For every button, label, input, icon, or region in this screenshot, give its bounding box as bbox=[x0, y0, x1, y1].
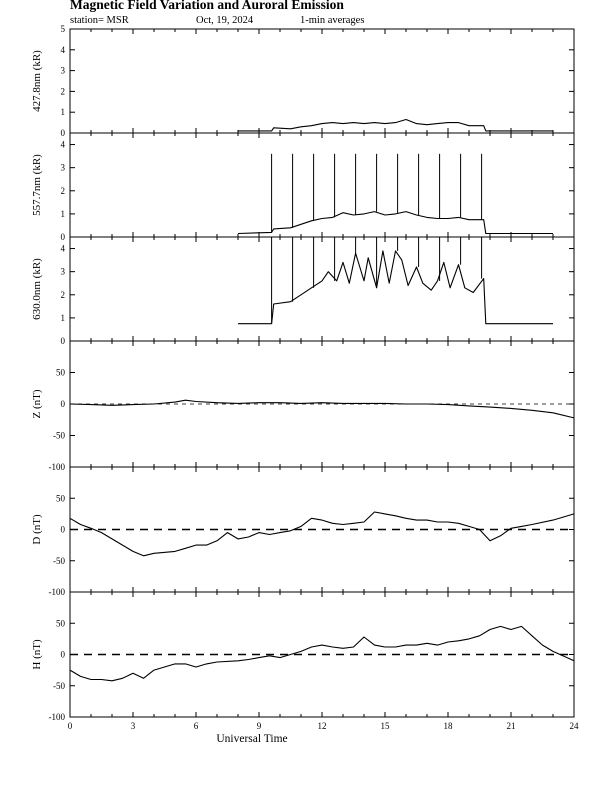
y-axis-label: 427.8nm (kR) bbox=[31, 50, 43, 112]
averaging-label: 1-min averages bbox=[300, 15, 365, 26]
y-tick-label: 0 bbox=[60, 336, 65, 346]
y-axis-label: 557.7nm (kR) bbox=[31, 154, 43, 216]
series-line bbox=[238, 120, 553, 131]
panel-frame bbox=[70, 237, 574, 341]
x-tick-label: 21 bbox=[506, 721, 516, 731]
y-tick-label: 1 bbox=[60, 312, 65, 323]
x-tick-label: 24 bbox=[569, 721, 579, 731]
series-line bbox=[70, 626, 574, 680]
y-tick-label: 0 bbox=[60, 649, 65, 660]
x-tick-label: 12 bbox=[317, 721, 327, 731]
series-line bbox=[70, 400, 574, 418]
y-tick-label: 0 bbox=[60, 524, 65, 535]
x-tick-label: 6 bbox=[193, 721, 199, 731]
date-label: Oct, 19, 2024 bbox=[196, 15, 254, 26]
y-tick-label: -50 bbox=[53, 555, 65, 566]
y-tick-label: -100 bbox=[48, 587, 65, 597]
y-tick-label: 50 bbox=[56, 367, 65, 378]
y-tick-label: 0 bbox=[60, 128, 65, 138]
panel-5 bbox=[31, 592, 579, 745]
y-axis-label: 630.0nm (kR) bbox=[31, 258, 43, 320]
x-tick-label: 15 bbox=[380, 721, 390, 731]
y-tick-label: -50 bbox=[53, 680, 65, 691]
panel-0 bbox=[31, 24, 574, 138]
y-tick-label: 2 bbox=[60, 86, 65, 97]
panels bbox=[31, 24, 579, 745]
y-tick-label: -100 bbox=[48, 712, 65, 722]
x-axis-label: Universal Time bbox=[216, 733, 288, 745]
y-tick-label: 4 bbox=[60, 44, 65, 55]
y-axis-label: Z (nT) bbox=[31, 389, 43, 419]
panel-1 bbox=[31, 133, 574, 242]
panel-3 bbox=[31, 341, 574, 472]
y-tick-label: -100 bbox=[48, 462, 65, 472]
y-tick-label: 5 bbox=[60, 24, 65, 34]
x-tick-label: 3 bbox=[130, 721, 136, 731]
y-tick-label: 4 bbox=[60, 139, 65, 150]
figure-title: Magnetic Field Variation and Auroral Emission bbox=[70, 0, 344, 12]
y-tick-label: -50 bbox=[53, 430, 65, 441]
y-tick-label: 50 bbox=[56, 493, 65, 504]
panel-4 bbox=[31, 467, 574, 597]
station-label: station= MSR bbox=[70, 15, 129, 26]
y-tick-label: 50 bbox=[56, 618, 65, 629]
y-axis-label: D (nT) bbox=[31, 514, 43, 545]
y-tick-label: 0 bbox=[60, 399, 65, 409]
y-tick-label: 4 bbox=[60, 243, 65, 254]
y-tick-label: 1 bbox=[60, 208, 65, 219]
y-tick-label: 2 bbox=[60, 185, 65, 196]
y-tick-label: 0 bbox=[60, 232, 65, 242]
series-line bbox=[70, 512, 574, 556]
series-line bbox=[238, 212, 553, 234]
x-tick-label: 0 bbox=[67, 721, 73, 731]
y-tick-label: 2 bbox=[60, 289, 65, 300]
x-tick-label: 9 bbox=[256, 721, 262, 731]
panel-2 bbox=[31, 237, 574, 346]
y-axis-label: H (nT) bbox=[31, 639, 43, 670]
panel-frame bbox=[70, 133, 574, 237]
y-tick-label: 1 bbox=[60, 107, 65, 118]
x-tick-label: 18 bbox=[443, 721, 453, 731]
series-line bbox=[238, 251, 553, 324]
y-tick-label: 3 bbox=[60, 162, 65, 173]
y-tick-label: 3 bbox=[60, 266, 65, 277]
panel-frame bbox=[70, 29, 574, 133]
y-tick-label: 3 bbox=[60, 65, 65, 76]
